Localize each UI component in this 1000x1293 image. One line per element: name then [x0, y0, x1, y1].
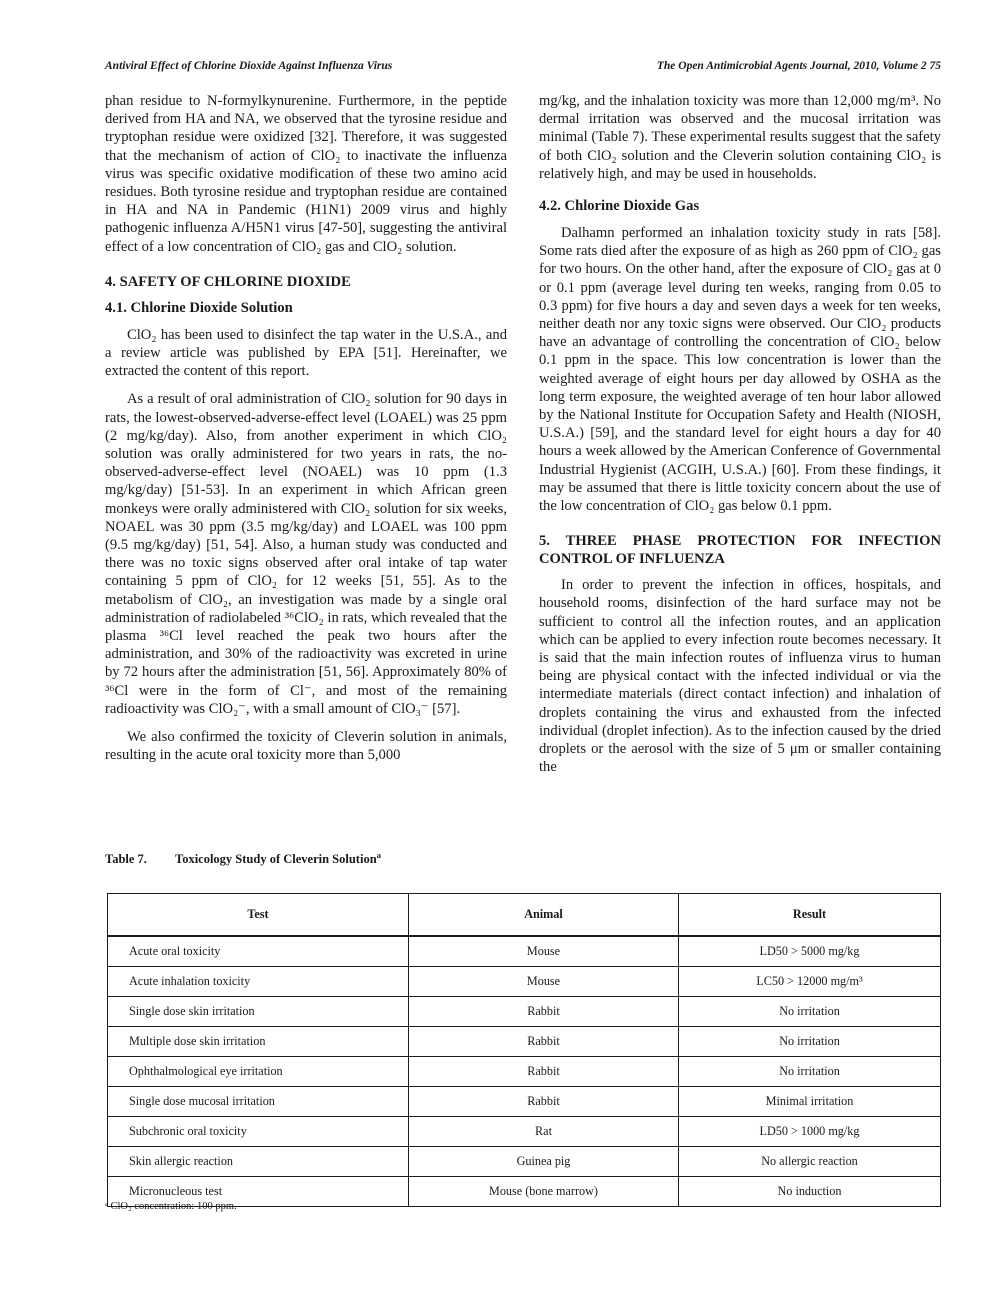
cell-result: Minimal irritation	[679, 1087, 941, 1117]
table-number: Table 7.	[105, 852, 147, 866]
table-title-footnote-mark: a	[376, 849, 382, 860]
cell-result: No irritation	[679, 1057, 941, 1087]
journal-info: The Open Antimicrobial Agents Journal, 2010, Volume 2 75	[656, 60, 941, 72]
table-row	[108, 936, 941, 967]
cell-animal: Mouse (bone marrow)	[409, 1177, 679, 1207]
paragraph: As a result of oral administration of ClO₂ solution for 90 days in rats, the lowest-observed-adverse-effect level (LOAEL) was 25 ppm (2 mg/kg/day). Also, from another experiment in which ClO₂ solution was orally administered for two years in rats, the no-observed-adverse-effect level (NOAEL) was 10 ppm (1.3 mg/kg/day) [51-53]. In an experiment in which African green monkeys were orally administered with ClO₂ solution for six weeks, NOAEL was 30 ppm (3.5 mg/kg/day) and LOAEL was 100 ppm (9.5 mg/kg/day) [51, 54]. Also, a human study was conducted and there was no toxic signs observed after oral intake of tap water containing 5 ppm of ClO₂ for 12 weeks [51, 55]. As to the metabolism of ClO₂, an investigation was made by a single oral administration of radiolabeled ³⁶ClO₂ in rats, which revealed that the plasma ³⁶Cl level reached the peak two hours after the administration, and 30% of the radioactivity was excreted in urine by 72 hours after the administration [51, 56]. Approximately 80% of ³⁶Cl were in the form of Cl⁻, and most of the remaining radioactivity was ClO₂⁻, with a small amount of ClO₃⁻ [57].	[105, 391, 507, 717]
subsection-heading: 4.2. Chlorine Dioxide Gas	[539, 198, 700, 215]
column-header-test: Test	[108, 894, 409, 937]
cell-animal: Rabbit	[409, 1087, 679, 1117]
paragraph: phan residue to N-formylkynurenine. Furthermore, in the peptide derived from HA and NA, we observed that the tyrosine residue and tryptophan residue were oxidized [32]. Therefore, it was suggested that the mechanism of action of ClO₂ to inactivate the influenza virus was specific oxidative modification of these two amino acid residues. Both tyrosine residue and tryptophan residue are contained in HA and NA in Pandemic (H1N1) 2009 virus and highly pathogenic influenza A/H5N1 virus [47-50], suggesting the antiviral effect of a low concentration of ClO₂ gas and ClO₂ solution.	[105, 93, 507, 255]
section-heading: 5. THREE PHASE PROTECTION FOR INFECTION CONTROL OF INFLUENZA	[539, 533, 941, 568]
cell-animal: Rat	[409, 1117, 679, 1147]
cell-test: Acute oral toxicity	[108, 936, 409, 967]
cell-animal: Mouse	[409, 936, 679, 967]
cell-test: Subchronic oral toxicity	[108, 1117, 409, 1147]
cell-result: LC50 > 12000 mg/m³	[679, 967, 941, 997]
cell-test: Micronucleous test	[108, 1177, 409, 1207]
table-header-row	[108, 894, 941, 937]
table-title: Toxicology Study of Cleverin Solution	[175, 852, 377, 866]
toxicology-table	[107, 893, 941, 1207]
table-footnote: ᵃ ClO₂ concentration: 100 ppm.	[105, 1201, 237, 1212]
table-row	[108, 997, 941, 1027]
table-row	[108, 1027, 941, 1057]
cell-test: Single dose mucosal irritation	[108, 1087, 409, 1117]
paragraph: Dalhamn performed an inhalation toxicity study in rats [58]. Some rats died after the exposure of as high as 260 ppm of ClO₂ gas for two hours. On the other hand, after the exposure of ClO₂ gas at 0 or 0.1 ppm (average level during ten weeks, ranging from 0.05 to 0.3 ppm) for five hours a day and seven days a week for ten weeks, neither death nor any toxic signs were observed. Our ClO₂ products have an advantage of controlling the concentration of ClO₂ below 0.1 ppm in the space. This low concentration is lower than the weighted average of eight hours per day allowed by OSHA as the long term exposure, the weighted average of ten hour labor allowed by the National Institute for Occupation Safety and Health (NIOSH, U.S.A.) [59], and the standard level for eight hours a day for 40 hours a week allowed by the American Conference of Governmental Industrial Hygienist (ACGIH, U.S.A.) [60]. From these findings, it may be assumed that there is little toxicity concern about the use of the low concentration of ClO₂ gas below 0.1 ppm.	[539, 225, 941, 515]
table-row	[108, 1147, 941, 1177]
section-heading: 4. SAFETY OF CHLORINE DIOXIDE	[105, 273, 351, 290]
right-column	[539, 92, 941, 777]
paragraph: In order to prevent the infection in offices, hospitals, and household rooms, disinfection of the hard surface may not be sufficient to control all the infection routes, and an application which can be applied to every infection route becomes necessary. It is said that the main infection routes of influenza virus to human being are physical contact with the infected individual or via the intermediate materials (direct contact infection) and inhalation of droplets containing the virus and exhausted from the infected individual (droplet infection). As to the infection caused by the dried droplets or the aerosol with the size of 5 μm or smaller containing the	[539, 577, 941, 776]
cell-animal: Rabbit	[409, 1057, 679, 1087]
cell-animal: Rabbit	[409, 1027, 679, 1057]
paragraph: mg/kg, and the inhalation toxicity was more than 12,000 mg/m³. No dermal irritation was observed and the mucosal irritation was minimal (Table 7). These experimental results suggest that the safety of both ClO₂ solution and the Cleverin solution containing ClO₂ is relatively high, and may be used in households.	[539, 93, 941, 182]
paragraph: ClO₂ has been used to disinfect the tap water in the U.S.A., and a review article was published by EPA [51]. Hereinafter, we extracted the content of this report.	[105, 326, 507, 380]
cell-result: No irritation	[679, 997, 941, 1027]
cell-animal: Guinea pig	[409, 1147, 679, 1177]
table-row	[108, 1117, 941, 1147]
cell-result: No allergic reaction	[679, 1147, 941, 1177]
running-header	[105, 60, 941, 80]
cell-test: Acute inhalation toxicity	[108, 967, 409, 997]
subsection-heading: 4.1. Chlorine Dioxide Solution	[105, 299, 293, 316]
cell-test: Single dose skin irritation	[108, 997, 409, 1027]
left-column	[105, 92, 507, 765]
cell-test: Skin allergic reaction	[108, 1147, 409, 1177]
table-row	[108, 967, 941, 997]
table-caption	[105, 849, 382, 867]
table-row	[108, 1087, 941, 1117]
running-title: Antiviral Effect of Chlorine Dioxide Against Influenza Virus	[105, 60, 393, 72]
column-header-animal: Animal	[409, 894, 679, 937]
cell-animal: Mouse	[409, 967, 679, 997]
cell-result: No irritation	[679, 1027, 941, 1057]
cell-result: LD50 > 5000 mg/kg	[679, 936, 941, 967]
cell-result: LD50 > 1000 mg/kg	[679, 1117, 941, 1147]
paragraph: We also confirmed the toxicity of Cleverin solution in animals, resulting in the acute oral toxicity more than 5,000	[105, 729, 507, 764]
cell-test: Multiple dose skin irritation	[108, 1027, 409, 1057]
column-header-result: Result	[679, 894, 941, 937]
cell-animal: Rabbit	[409, 997, 679, 1027]
cell-result: No induction	[679, 1177, 941, 1207]
table-row	[108, 1057, 941, 1087]
cell-test: Ophthalmological eye irritation	[108, 1057, 409, 1087]
